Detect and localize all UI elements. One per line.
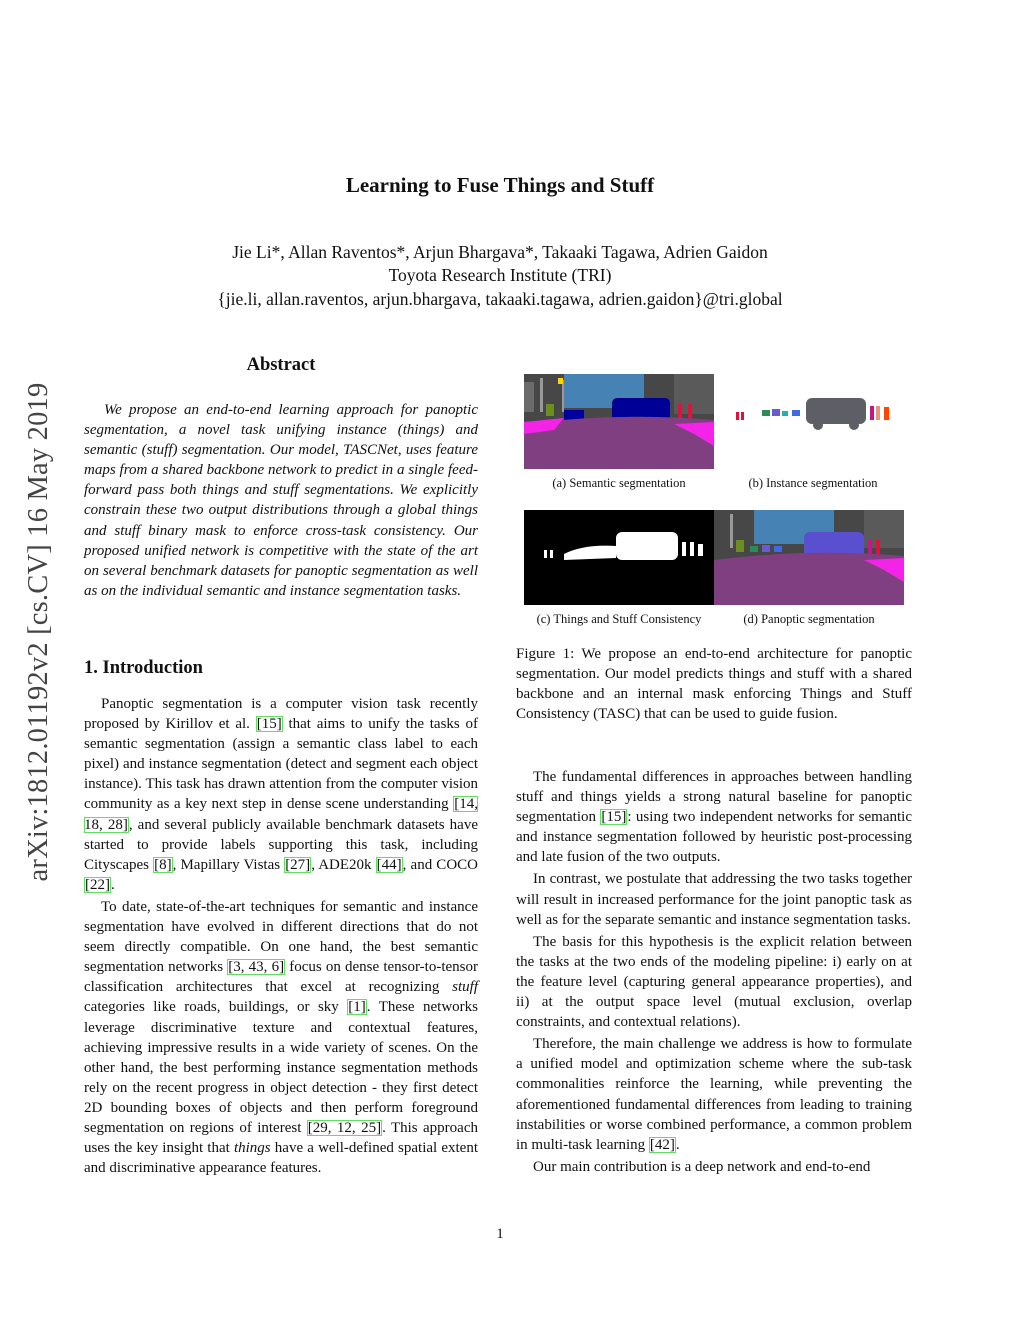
figure-instance-segmentation: [714, 374, 912, 469]
intro-paragraph-1: Panoptic segmentation is a computer vision task recently proposed by Kirillov et al. [15] that aims to unify the tasks of semantic segmentation (assign a semantic class label to each pixel) and instance segmentation (detect and segment each object instance). This task has drawn attention from the computer vision community as a key next step in dense scene understanding [14, 18, 28], and several publicly available benchmark datasets have started to provide labels supporting this task, including Cityscapes [8], Mapillary Vistas [27], ADE20k [44], and COCO [22].: [84, 696, 478, 893]
subfigure-caption-a: (a) Semantic segmentation: [552, 476, 686, 490]
affiliation: Toyota Research Institute (TRI): [388, 265, 612, 285]
paper-title: Learning to Fuse Things and Stuff: [345, 173, 655, 197]
arxiv-stamp: arXiv:1812.01192v2 [cs.CV] 16 May 2019: [23, 382, 54, 882]
figure-things-stuff-mask: [524, 510, 714, 605]
section-heading-introduction: 1. Introduction: [84, 658, 203, 678]
intro-paragraph-6: Therefore, the main challenge we address is how to formulate a unified model and optimization scheme where the sub-task commonalities reinforce the learning, while preventing the aforementioned fundamental differences from leading to training instabilities or worse combined performance, a common problem in multi-task learning [42].: [516, 1036, 912, 1153]
citation-link[interactable]: [42]: [649, 1136, 675, 1153]
intro-left-column: [84, 694, 478, 1180]
subfigure-caption-b: (b) Instance segmentation: [748, 476, 878, 490]
intro-paragraph-4: In contrast, we postulate that addressing the two tasks together will result in increased performance for the joint panoptic task as well as for the separate semantic and instance segmentation tasks.: [516, 871, 912, 928]
citation-link[interactable]: [3, 43, 6]: [228, 959, 285, 976]
abstract-heading: Abstract: [246, 355, 316, 375]
citation-link[interactable]: [14, 18, 28]: [84, 796, 478, 833]
subfigure-caption-c: (c) Things and Stuff Consistency: [536, 612, 702, 626]
subfigure-caption-d: (d) Panoptic segmentation: [743, 612, 875, 626]
citation-link[interactable]: [27]: [285, 856, 311, 873]
intro-right-column: [516, 767, 912, 1179]
citation-link[interactable]: [15]: [601, 809, 627, 826]
intro-paragraph-5: The basis for this hypothesis is the explicit relation between the tasks at the two ends of the modeling pipeline: i) early on at the feature level (capturing general appearance properties), and ii) at the output space level (mutual exclusion, overlap constraints, and contextual relations).: [516, 933, 912, 1031]
author-list: Jie Li*, Allan Raventos*, Arjun Bhargava*, Takaaki Tagawa, Adrien Gaidon: [232, 242, 768, 262]
author-emails: {jie.li, allan.raventos, arjun.bhargava, takaaki.tagawa, adrien.gaidon}@tri.global: [217, 289, 783, 309]
page-number: 1: [496, 1226, 504, 1242]
abstract-text: We propose an end-to-end learning approach for panoptic segmentation, a novel task unifying instance (things) and semantic (stuff) segmentation. Our model, TASCNet, uses feature maps from a shared backbone network to predict in a single feed-forward pass both things and stuff segmentations. We explicitly constrain these two output distributions through a global things and stuff binary mask to enforce cross-task consistency. Our proposed unified network is competitive with the state of the art on several benchmark datasets for panoptic segmentation as well as on the individual semantic and instance segmentation tasks.: [84, 402, 478, 599]
intro-paragraph-2: To date, state-of-the-art techniques for semantic and instance segmentation have evolved in different directions that do not seem directly compatible. On one hand, the best semantic segmentation networks [3, 43, 6] focus on dense tensor-to-tensor classification architectures that excel at recognizing stuff categories like roads, buildings, or sky [1]. These networks leverage discriminative texture and contextual features, achieving impressive results in a wide variety of scenes. On the other hand, the best performing instance segmentation methods rely on the recent progress in object detection - they first detect 2D bounding boxes of objects and then perform foreground segmentation on regions of interest [29, 12, 25]. This approach uses the key insight that things have a well-defined spatial extent and discriminative appearance features.: [84, 898, 478, 1177]
figure-semantic-segmentation: [524, 374, 714, 469]
intro-paragraph-7: Our main contribution is a deep network and end-to-end: [533, 1158, 871, 1175]
figure-1-caption: Figure 1: We propose an end-to-end architecture for panoptic segmentation. Our model predicts things and stuff with a shared backbone and an internal mask enforcing Things and Stuff Consistency (TASC) that can be used to guide fusion.: [516, 646, 912, 723]
citation-link[interactable]: [15]: [256, 716, 282, 733]
intro-paragraph-3: The fundamental differences in approaches between handling stuff and things yields a strong natural baseline for panoptic segmentation [15]: using two independent networks for semantic and instance segmentation followed by heuristic post-processing and late fusion of the two outputs.: [516, 769, 912, 866]
citation-link[interactable]: [1]: [348, 999, 366, 1016]
citation-link[interactable]: [8]: [154, 856, 172, 873]
citation-link[interactable]: [44]: [376, 856, 402, 873]
citation-link[interactable]: [22]: [85, 876, 110, 893]
figure-panoptic-segmentation: [714, 510, 904, 605]
citation-link[interactable]: [29, 12, 25]: [307, 1119, 382, 1136]
